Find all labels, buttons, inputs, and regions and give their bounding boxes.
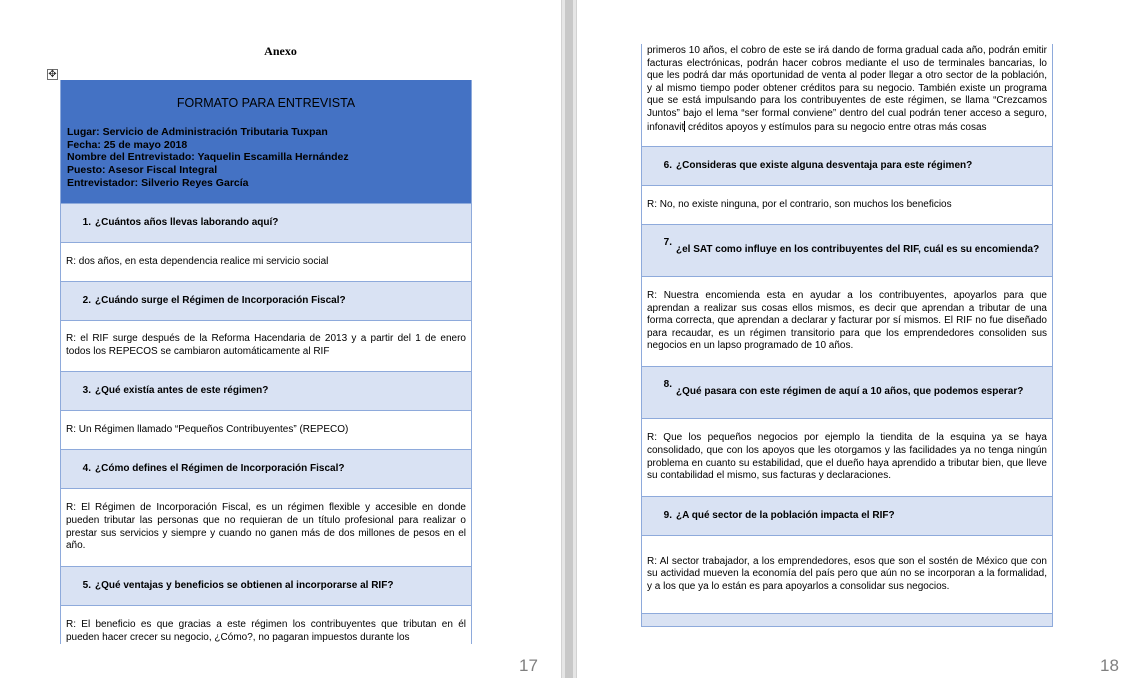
question-text: ¿A qué sector de la población impacta el RIF? — [676, 509, 895, 521]
answer-row-4 — [61, 489, 471, 567]
answer-text: R: Nuestra encomienda esta en ayudar a los contribuyentes, apoyarlos para que aprendan a realizar sus cosas ellos mismos, es decir que aprendan a tributar de una forma correcta, que aprendan a declarar y facturar por sí mismos. El RIF no fue diseñado para recaudar, es un régimen transitorio para que los emprendedores consoliden sus negocios en un lapso programado de 10 años. — [647, 290, 1047, 352]
document-page-17 — [0, 0, 561, 678]
info-date: Fecha: 25 de mayo 2018 — [67, 138, 188, 151]
question-text: ¿Consideras que existe alguna desventaja para este régimen? — [676, 159, 973, 171]
interview-table-page-18 — [641, 44, 1053, 627]
question-number: 2. — [82, 294, 91, 306]
answer-row-3 — [61, 411, 471, 450]
interview-form-title: FORMATO PARA ENTREVISTA — [176, 96, 356, 110]
question-row-5 — [61, 567, 471, 606]
question-text: ¿el SAT como influye en los contribuyentes del RIF, cuál es su encomienda? — [676, 244, 1040, 256]
question-row-9 — [642, 497, 1052, 536]
table-move-handle-icon[interactable]: ✥ — [48, 69, 57, 80]
answer-text: R: Que los pequeños negocios por ejemplo la tiendita de la esquina ya se haya consolidado, que con los apoyos que les otorgamos y las facilidades ya no tenga ningún problema en cuanto su estabilidad, que el dueño haya aprendido a tributar bien, que lleve su contabilidad el mismo, sus facturas y declaraciones. — [647, 432, 1047, 482]
question-text: ¿Cómo defines el Régimen de Incorporación Fiscal? — [95, 462, 345, 474]
question-number: 8. — [663, 379, 672, 390]
question-row-6 — [642, 147, 1052, 186]
interview-table-page-17 — [60, 80, 472, 644]
answer-row-5 — [61, 606, 471, 644]
answer-row-7 — [642, 277, 1052, 367]
info-position: Puesto: Asesor Fiscal Integral — [67, 164, 218, 177]
answer-text: R: El beneficio es que gracias a este régimen los contribuyentes que tributan en él pueden hacer crecer su negocio, ¿Cómo?, no pagaran impuestos durante los — [66, 619, 466, 643]
question-number: 6. — [663, 159, 672, 171]
question-number: 5. — [82, 579, 91, 591]
info-place: Lugar: Servicio de Administración Tributaria Tuxpan — [67, 126, 328, 138]
question-row-8 — [642, 367, 1052, 419]
page-gutter — [561, 0, 577, 678]
question-number: 7. — [663, 237, 672, 248]
answer-row-8 — [642, 419, 1052, 497]
document-title: Anexo — [264, 44, 297, 58]
answer-row-5-continued — [642, 44, 1052, 147]
question-row-2 — [61, 282, 471, 321]
answer-row-6 — [642, 186, 1052, 225]
question-number: 1. — [82, 216, 91, 228]
question-number: 9. — [663, 509, 672, 521]
empty-question-row — [642, 614, 1052, 627]
answer-row-2 — [61, 321, 471, 372]
answer-text: R: El Régimen de Incorporación Fiscal, es un régimen flexible y accesible en donde pueden tributar las personas que no requieran de un título profesional para realizar o prestar sus servicios y siempre y cuando no ganen más de dos millones de pesos en el año. — [66, 502, 466, 552]
question-number: 4. — [82, 462, 91, 474]
answer-text-part: primeros 10 años, el cobro de este se irá dando de forma gradual cada año, podrán emitir facturas electrónicas, podrán hacer cobros mediante el uso de terminales bancarias, lo que les podrá dar más oportunidad de venta al poder llegar a otro sector de la población, y al mismo tiempo poder obtener créditos para su negocio. También existe un programa que se está impulsando para los contribuyentes de este régimen, se llama “Crezcamos Juntos” bajo el lema “ser formal conviene” dentro del cual podrán tener acceso a seguro, infonavit — [647, 45, 1047, 133]
answer-text: R: dos años, en esta dependencia realice mi servicio social — [66, 255, 329, 267]
document-page-18 — [577, 0, 1138, 678]
question-text: ¿Cuándo surge el Régimen de Incorporación Fiscal? — [95, 294, 346, 306]
question-text: ¿Qué ventajas y beneficios se obtienen al incorporarse al RIF? — [95, 579, 394, 591]
answer-row-1 — [61, 243, 471, 282]
answer-text-part: créditos apoyos y estímulos para su negocio entre otras más cosas — [685, 121, 987, 133]
page-number: 18 — [1100, 656, 1119, 675]
gutter-bar — [565, 0, 573, 678]
interview-info — [67, 126, 349, 190]
answer-text — [642, 44, 1052, 134]
answer-text: R: el RIF surge después de la Reforma Hacendaria de 2013 y a partir del 1 de enero todos los REPECOS se cambiaron automáticamente al RIF — [66, 333, 466, 357]
question-row-7 — [642, 225, 1052, 277]
interview-header — [61, 80, 471, 204]
answer-text: R: No, no existe ninguna, por el contrario, son muchos los beneficios — [647, 198, 952, 210]
question-number: 3. — [82, 384, 91, 396]
question-text: ¿Qué pasara con este régimen de aquí a 10 años, que podemos esperar? — [676, 386, 1024, 398]
answer-text: R: Un Régimen llamado “Pequeños Contribuyentes” (REPECO) — [66, 423, 349, 435]
info-interviewee: Nombre del Entrevistado: Yaquelin Escamilla Hernández — [67, 151, 349, 164]
question-row-3 — [61, 372, 471, 411]
question-text: ¿Qué existía antes de este régimen? — [95, 384, 269, 396]
question-text: ¿Cuántos años llevas laborando aquí? — [95, 216, 279, 228]
answer-text: R: Al sector trabajador, a los emprendedores, esos que son el sostén de México que con su actividad mueven la economía del país pero que aún no se incorporan a la formalidad, y a los que ya lo están es para apoyarlos a consolidar sus negocios. — [647, 555, 1047, 592]
question-row-4 — [61, 450, 471, 489]
page-number: 17 — [519, 656, 538, 675]
answer-row-9 — [642, 536, 1052, 614]
question-row-1 — [61, 204, 471, 243]
info-interviewer: Entrevistador: Silverio Reyes García — [67, 176, 249, 189]
